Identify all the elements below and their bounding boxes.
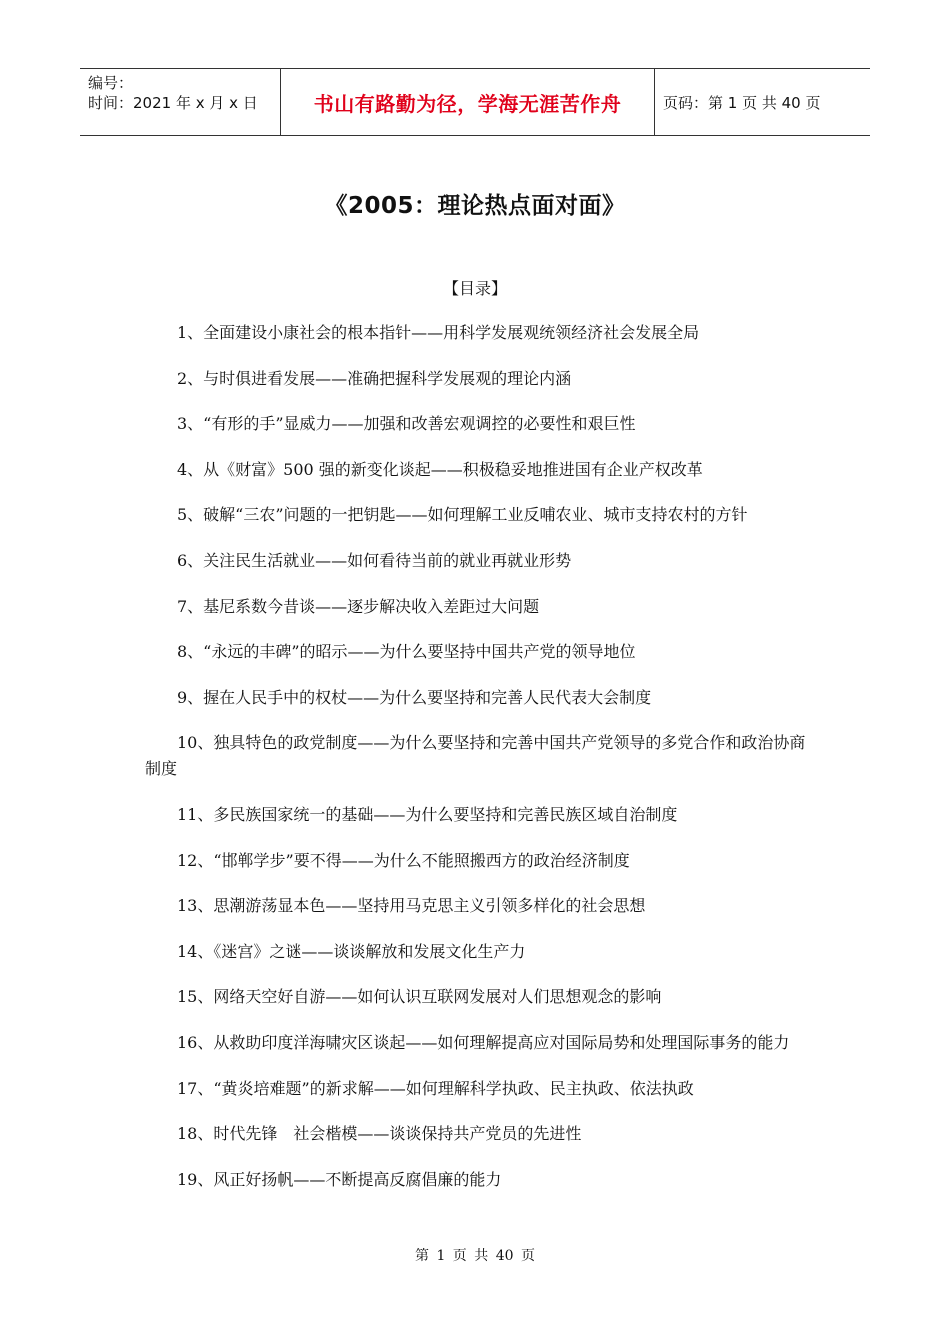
toc-item: 18、时代先锋 社会楷模——谈谈保持共产党员的先进性: [177, 1124, 582, 1144]
toc-item: 3、“有形的手”显威力——加强和改善宏观调控的必要性和艰巨性: [177, 414, 636, 434]
toc-item: 4、从《财富》500 强的新变化谈起——积极稳妥地推进国有企业产权改革: [177, 459, 703, 479]
header-page-info: 页码：第 1 页 共 40 页: [663, 93, 821, 112]
toc-item: 13、思潮游荡显本色——坚持用马克思主义引领多样化的社会思想: [177, 896, 646, 916]
toc-item: 7、基尼系数今昔谈——逐步解决收入差距过大问题: [177, 596, 540, 616]
toc-item: 9、握在人民手中的权杖——为什么要坚持和完善人民代表大会制度: [177, 687, 652, 707]
toc-item: 19、风正好扬帆——不断提高反腐倡廉的能力: [177, 1169, 502, 1189]
toc-item: 8、“永远的丰碑”的昭示——为什么要坚持中国共产党的领导地位: [177, 642, 636, 662]
toc-item: 14、《迷宫》之谜——谈谈解放和发展文化生产力: [177, 941, 526, 961]
page-footer: 第 1 页 共 40 页: [415, 1248, 535, 1264]
toc-item: 11、多民族国家统一的基础——为什么要坚持和完善民族区域自治制度: [177, 804, 678, 824]
toc-item: 16、从救助印度洋海啸灾区谈起——如何理解提高应对国际局势和处理国际事务的能力: [177, 1032, 790, 1052]
header-meta: [80, 69, 281, 135]
table-of-contents: [145, 320, 817, 1212]
document-title: 《2005：理论热点面对面》: [324, 193, 626, 219]
toc-item: 17、“黄炎培难题”的新求解——如何理解科学执政、民主执政、依法执政: [177, 1078, 694, 1098]
toc-item: 6、关注民生活就业——如何看待当前的就业再就业形势: [177, 550, 572, 570]
toc-item: 1、全面建设小康社会的根本指针——用科学发展观统领经济社会发展全局: [177, 323, 700, 342]
header-table: [80, 68, 870, 136]
toc-item: 5、破解“三农”问题的一把钥匙——如何理解工业反哺农业、城市支持农村的方针: [177, 505, 748, 525]
number-label: 编号：: [88, 74, 134, 92]
header-motto: 书山有路勤为径，学海无涯苦作舟: [281, 69, 655, 135]
toc-item: 2、与时俱进看发展——准确把握科学发展观的理论内涵: [177, 368, 572, 388]
date-line: 时间：2021 年 x 月 x 日: [88, 94, 258, 112]
toc-item: 12、“邯郸学步”要不得——为什么不能照搬西方的政治经济制度: [177, 850, 630, 870]
toc-item: 15、网络天空好自游——如何认识互联网发展对人们思想观念的影响: [177, 987, 662, 1007]
toc-item: 10、独具特色的政党制度——为什么要坚持和完善中国共产党领导的多党合作和政治协商制度: [145, 733, 806, 779]
toc-heading: 【目录】: [442, 279, 507, 298]
